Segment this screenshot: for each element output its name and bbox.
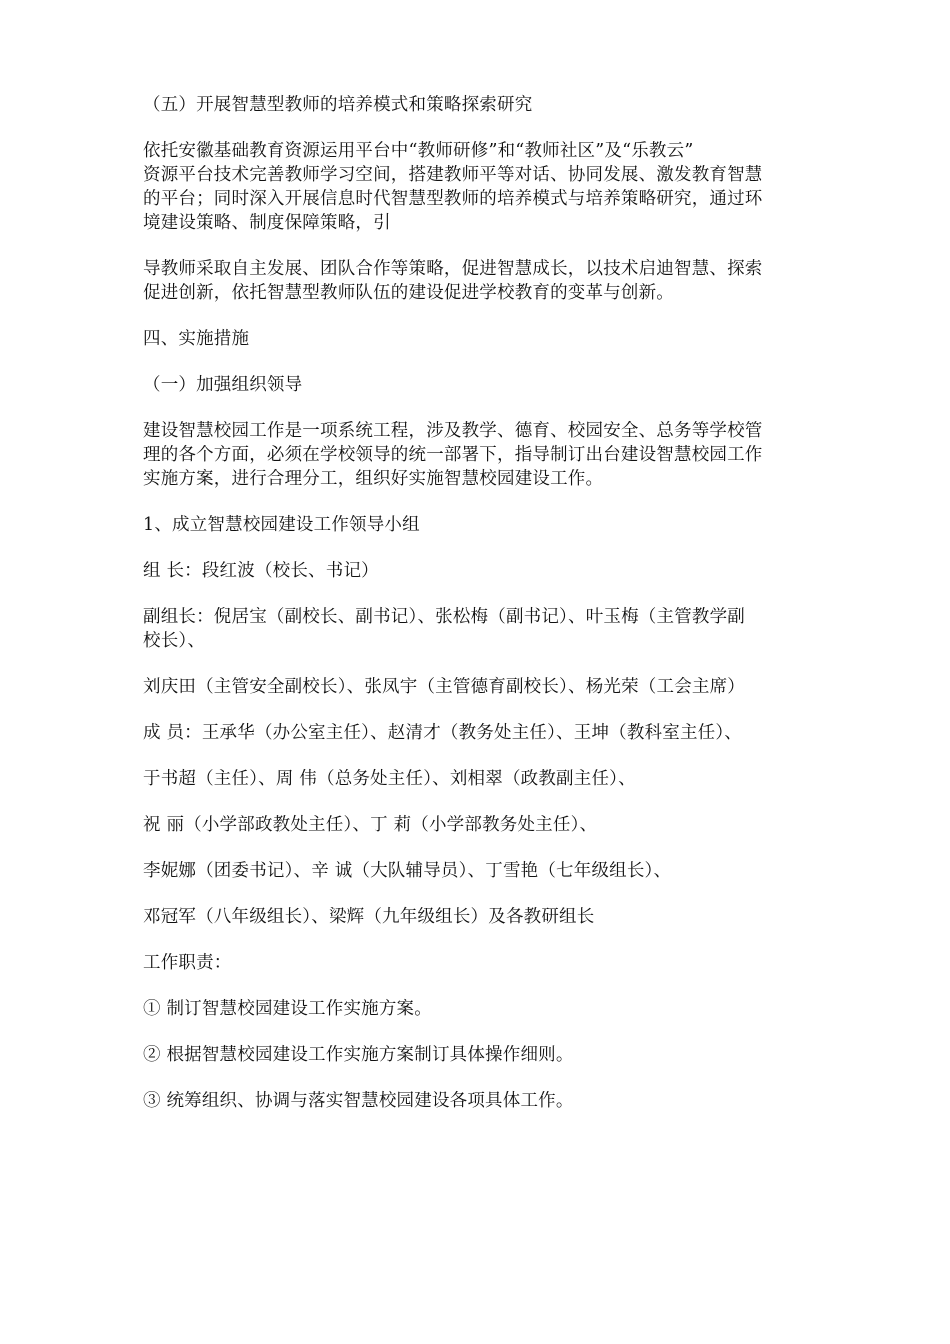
paragraph <box>143 419 818 491</box>
paragraph <box>143 767 818 791</box>
text-line: （一）加强组织领导 <box>143 375 303 395</box>
section-heading <box>143 373 818 397</box>
paragraph <box>143 951 818 975</box>
text-line: 建设智慧校园工作是一项系统工程，涉及教学、德育、校园安全、总务等学校管 <box>143 421 763 441</box>
text-line: 1、成立智慧校园建设工作领导小组 <box>143 515 420 535</box>
paragraph <box>143 139 818 235</box>
text-line: 依托安徽基础教育资源运用平台中“教师研修”和“教师社区”及“乐教云” <box>143 141 694 161</box>
text-line: 实施方案，进行合理分工，组织好实施智慧校园建设工作。 <box>143 469 604 489</box>
text-line: 邓冠军（八年级组长）、梁辉（九年级组长）及各教研组长 <box>143 907 595 927</box>
text-line: 刘庆田（主管安全副校长）、张凤宇（主管德育副校长）、杨光荣（工会主席） <box>143 677 745 697</box>
text-line: 导教师采取自主发展、团队合作等策略，促进智慧成长，以技术启迪智慧、探索 <box>143 259 763 279</box>
paragraph <box>143 675 818 699</box>
text-line: 李妮娜（团委书记）、辛 诚（大队辅导员）、丁雪艳（七年级组长）、 <box>143 861 672 881</box>
text-line: 工作职责： <box>143 953 232 973</box>
section-heading <box>143 513 818 537</box>
section-heading <box>143 93 818 117</box>
text-line: 促进创新，依托智慧型教师队伍的建设促进学校教育的变革与创新。 <box>143 283 674 303</box>
text-line: 于书超（主任）、周 伟（总务处主任）、刘相翠（政教副主任）、 <box>143 769 636 789</box>
text-line: 组 长：段红波（校长、书记） <box>143 561 379 581</box>
document-body <box>143 93 818 1135</box>
section-heading <box>143 327 818 351</box>
paragraph <box>143 1043 818 1067</box>
paragraph <box>143 605 818 653</box>
text-line: ② 根据智慧校园建设工作实施方案制订具体操作细则。 <box>143 1045 574 1065</box>
paragraph <box>143 257 818 305</box>
text-line: 祝 丽（小学部政教处主任）、丁 莉（小学部教务处主任）、 <box>143 815 598 835</box>
paragraph <box>143 997 818 1021</box>
text-line: 成 员：王承华（办公室主任）、赵清才（教务处主任）、王坤（教科室主任）、 <box>143 723 743 743</box>
paragraph <box>143 813 818 837</box>
text-line: 理的各个方面，必须在学校领导的统一部署下，指导制订出台建设智慧校园工作 <box>143 445 763 465</box>
text-line: ① 制订智慧校园建设工作实施方案。 <box>143 999 432 1019</box>
paragraph <box>143 559 818 583</box>
text-line: 校长）、 <box>143 631 206 651</box>
text-line: 资源平台技术完善教师学习空间，搭建教师平等对话、协同发展、激发教育智慧 <box>143 165 763 185</box>
paragraph <box>143 1089 818 1113</box>
text-line: 副组长：倪居宝（副校长、副书记）、张松梅（副书记）、叶玉梅（主管教学副 <box>143 607 745 627</box>
text-line: （五）开展智慧型教师的培养模式和策略探索研究 <box>143 95 533 115</box>
text-line: 的平台；同时深入开展信息时代智慧型教师的培养模式与培养策略研究，通过环 <box>143 189 763 209</box>
text-line: 境建设策略、制度保障策略，引 <box>143 213 391 233</box>
paragraph <box>143 905 818 929</box>
text-line: ③ 统筹组织、协调与落实智慧校园建设各项具体工作。 <box>143 1091 574 1111</box>
text-line: 四、实施措施 <box>143 329 250 349</box>
paragraph <box>143 721 818 745</box>
paragraph <box>143 859 818 883</box>
